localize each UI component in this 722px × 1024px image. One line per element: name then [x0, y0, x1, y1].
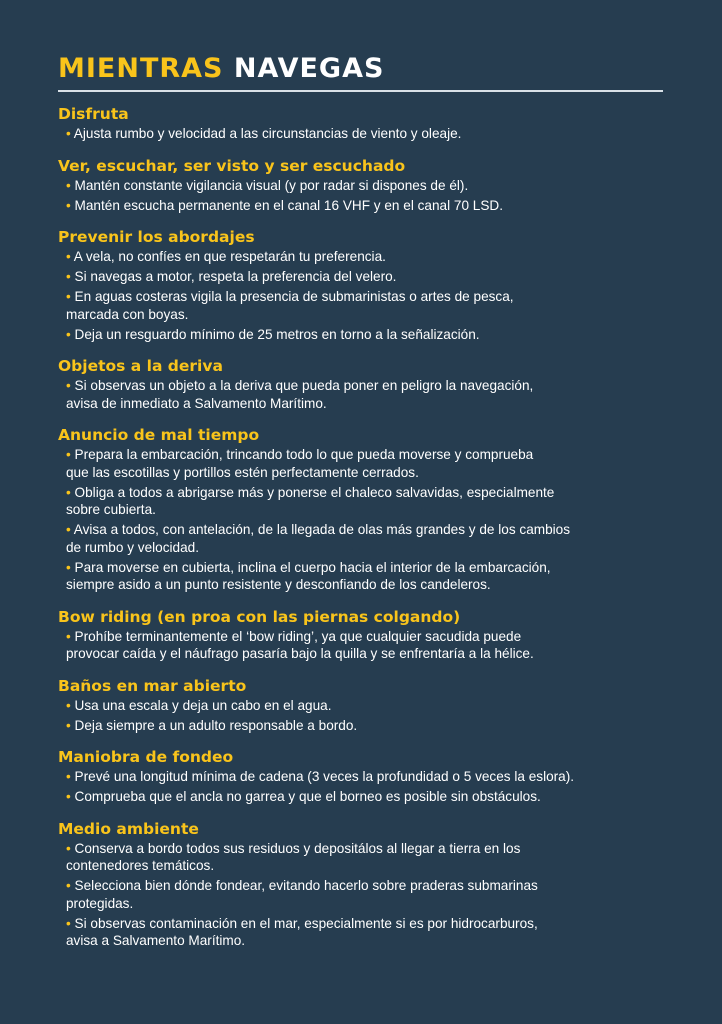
bullet-icon: •	[66, 484, 71, 500]
list-item-line: siempre asido a un punto resistente y desconfiando de los candeleros.	[66, 577, 491, 592]
list-item-line: Comprueba que el ancla no garrea y que el borneo es posible sin obstáculos.	[74, 789, 541, 804]
bullet-icon: •	[66, 378, 71, 393]
list-item-line: Usa una escala y deja un cabo en el agua.	[74, 697, 332, 713]
list-item-line: Prevé una longitud mínima de cadena (3 veces la profundidad o 5 veces la eslora).	[74, 769, 575, 784]
list-item-line: Deja un resguardo mínimo de 25 metros en torno a la señalización.	[74, 326, 480, 342]
list-item-line: Prepara la embarcación, trincando todo lo que pueda moverse y comprueba	[74, 447, 534, 462]
bullet-list	[58, 446, 664, 594]
section	[58, 105, 664, 143]
bullet-icon: •	[66, 269, 71, 284]
list-item-line: protegidas.	[66, 895, 134, 911]
bullet-list	[58, 628, 664, 663]
list-item	[66, 326, 664, 344]
list-item	[66, 377, 664, 412]
bullet-icon: •	[66, 249, 71, 264]
list-item-line: avisa de inmediato a Salvamento Marítimo.	[66, 395, 327, 411]
list-item	[66, 877, 664, 912]
section-heading: Maniobra de fondeo	[58, 748, 234, 766]
bullet-icon: •	[66, 522, 71, 537]
section-heading: Medio ambiente	[58, 819, 199, 838]
list-item	[66, 268, 664, 286]
list-item	[66, 484, 664, 519]
bullet-list	[58, 377, 664, 412]
bullet-icon: •	[66, 126, 71, 141]
list-item	[66, 559, 664, 594]
bullet-icon: •	[66, 628, 71, 644]
list-item	[66, 446, 664, 481]
section	[58, 426, 664, 594]
section-heading: Disfruta	[58, 105, 129, 123]
list-item	[66, 288, 664, 323]
section-heading: Bow riding (en proa con las piernas colgando)	[58, 607, 461, 626]
bullet-icon: •	[66, 769, 71, 784]
list-item	[66, 697, 664, 715]
list-item	[66, 177, 664, 195]
section	[58, 820, 664, 950]
list-item	[66, 840, 664, 875]
section-heading: Anuncio de mal tiempo	[58, 426, 260, 444]
list-item	[66, 197, 664, 215]
list-item-line: Ajusta rumbo y velocidad a las circunstancias de viento y oleaje.	[73, 126, 462, 141]
section	[58, 357, 664, 412]
bullet-icon: •	[66, 289, 71, 304]
list-item-line: Si observas un objeto a la deriva que pueda poner en peligro la navegación,	[74, 378, 534, 393]
section	[58, 157, 664, 215]
section	[58, 228, 664, 343]
bullet-icon: •	[66, 326, 71, 342]
bullet-list	[58, 840, 664, 950]
title-part-1: MIENTRAS	[58, 53, 224, 84]
section-heading: Objetos a la deriva	[58, 357, 223, 375]
bullet-list	[58, 768, 664, 806]
list-item-line: avisa a Salvamento Marítimo.	[66, 933, 246, 948]
list-item	[66, 915, 664, 950]
bullet-icon: •	[66, 789, 71, 804]
bullet-icon: •	[66, 197, 71, 213]
list-item-line: Mantén constante vigilancia visual (y por radar si dispones de él).	[74, 177, 469, 193]
bullet-icon: •	[66, 177, 71, 193]
bullet-icon: •	[66, 717, 71, 733]
section	[58, 748, 664, 806]
list-item-line: de rumbo y velocidad.	[66, 539, 199, 555]
bullet-list	[58, 697, 664, 735]
bullet-icon: •	[66, 559, 71, 575]
list-item-line: que las escotillas y portillos estén perfectamente cerrados.	[66, 464, 419, 480]
list-item	[66, 248, 664, 266]
list-item-line: contenedores temáticos.	[66, 858, 215, 873]
sections-list	[58, 105, 664, 950]
bullet-icon: •	[66, 840, 71, 856]
list-item-line: Selecciona bien dónde fondear, evitando hacerlo sobre praderas submarinas	[74, 878, 538, 893]
section	[58, 608, 664, 663]
list-item	[66, 768, 664, 786]
list-item-line: Si observas contaminación en el mar, especialmente si es por hidrocarburos,	[74, 915, 538, 931]
list-item-line: A vela, no confíes en que respetarán tu preferencia.	[73, 249, 386, 264]
list-item-line: Conserva a bordo todos sus residuos y depositálos al llegar a tierra en los	[74, 840, 521, 856]
title-divider	[58, 90, 663, 92]
bullet-list	[58, 125, 664, 143]
list-item-line: Prohíbe terminantemente el ‘bow riding’, ya que cualquier sacudida puede	[74, 628, 522, 644]
list-item-line: marcada con boyas.	[66, 306, 189, 322]
list-item-line: Deja siempre a un adulto responsable a bordo.	[74, 717, 358, 733]
list-item-line: Avisa a todos, con antelación, de la llegada de olas más grandes y de los cambios	[73, 522, 571, 537]
list-item-line: sobre cubierta.	[66, 502, 156, 517]
list-item-line: Obliga a todos a abrigarse más y ponerse el chaleco salvavidas, especialmente	[74, 484, 555, 500]
list-item	[66, 521, 664, 556]
list-item-line: Para moverse en cubierta, inclina el cuerpo hacia el interior de la embarcación,	[74, 559, 551, 575]
list-item	[66, 125, 664, 143]
bullet-list	[58, 177, 664, 215]
list-item-line: Si navegas a motor, respeta la preferencia del velero.	[74, 269, 397, 284]
list-item-line: provocar caída y el náufrago pasaría bajo la quilla y se enfrentaría a la hélice.	[66, 646, 534, 661]
page-title	[58, 52, 664, 86]
list-item-line: Mantén escucha permanente en el canal 16 VHF y en el canal 70 LSD.	[74, 197, 504, 213]
list-item-line: En aguas costeras vigila la presencia de submarinistas o artes de pesca,	[74, 289, 514, 304]
section-heading: Prevenir los abordajes	[58, 228, 255, 246]
bullet-icon: •	[66, 447, 71, 462]
list-item	[66, 788, 664, 806]
bullet-icon: •	[66, 878, 71, 893]
section-heading: Baños en mar abierto	[58, 676, 247, 695]
section	[58, 677, 664, 735]
list-item	[66, 628, 664, 663]
bullet-icon: •	[66, 697, 71, 713]
bullet-list	[58, 248, 664, 343]
list-item	[66, 717, 664, 735]
title-part-2: NAVEGAS	[233, 53, 385, 84]
bullet-icon: •	[66, 915, 71, 931]
section-heading: Ver, escuchar, ser visto y ser escuchado	[58, 156, 406, 175]
